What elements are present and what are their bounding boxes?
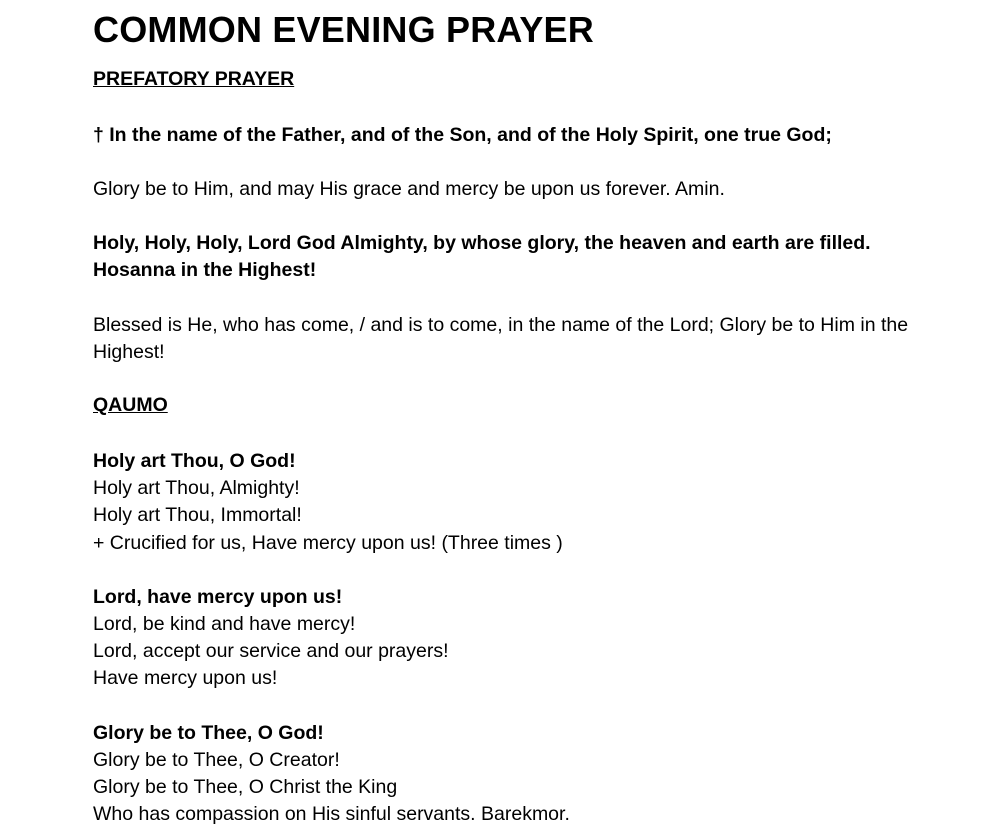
page-title: COMMON EVENING PRAYER	[93, 9, 594, 50]
prefatory-line-4: Blessed is He, who has come, / and is to come, in the name of the Lord; Glory be to Him in the Highest!	[93, 314, 909, 363]
qaumo-stanza3-line: Glory be to Thee, O Creator!	[93, 749, 340, 771]
qaumo-stanza1-line: Holy art Thou, Almighty!	[93, 477, 300, 499]
section-heading-prefatory: PREFATORY PRAYER	[93, 68, 295, 90]
section-heading-qaumo: QAUMO	[93, 394, 168, 416]
qaumo-stanza3-line: Glory be to Thee, O God!	[93, 722, 324, 744]
qaumo-stanza3-line: Who has compassion on His sinful servants. Barekmor.	[93, 803, 570, 825]
qaumo-stanza2-line: Lord, accept our service and our prayers!	[93, 640, 449, 662]
qaumo-stanza2-line: Lord, have mercy upon us!	[93, 586, 343, 608]
qaumo-stanza3-line: Glory be to Thee, O Christ the King	[93, 776, 398, 798]
qaumo-stanza1-line: Holy art Thou, Immortal!	[93, 504, 302, 526]
qaumo-stanza1-line: + Crucified for us, Have mercy upon us! (Three times )	[93, 532, 563, 554]
qaumo-stanza1-line: Holy art Thou, O God!	[93, 450, 296, 472]
qaumo-stanza2-line: Lord, be kind and have mercy!	[93, 613, 356, 635]
prefatory-line-3a: Holy, Holy, Holy, Lord God Almighty, by whose glory, the heaven and earth are filled.	[93, 232, 871, 254]
prefatory-line-3b: Hosanna in the Highest!	[93, 259, 317, 281]
qaumo-stanza2-line: Have mercy upon us!	[93, 667, 278, 689]
prefatory-line-1: † In the name of the Father, and of the Son, and of the Holy Spirit, one true God;	[93, 124, 832, 146]
prefatory-line-2: Glory be to Him, and may His grace and mercy be upon us forever. Amin.	[93, 178, 725, 200]
